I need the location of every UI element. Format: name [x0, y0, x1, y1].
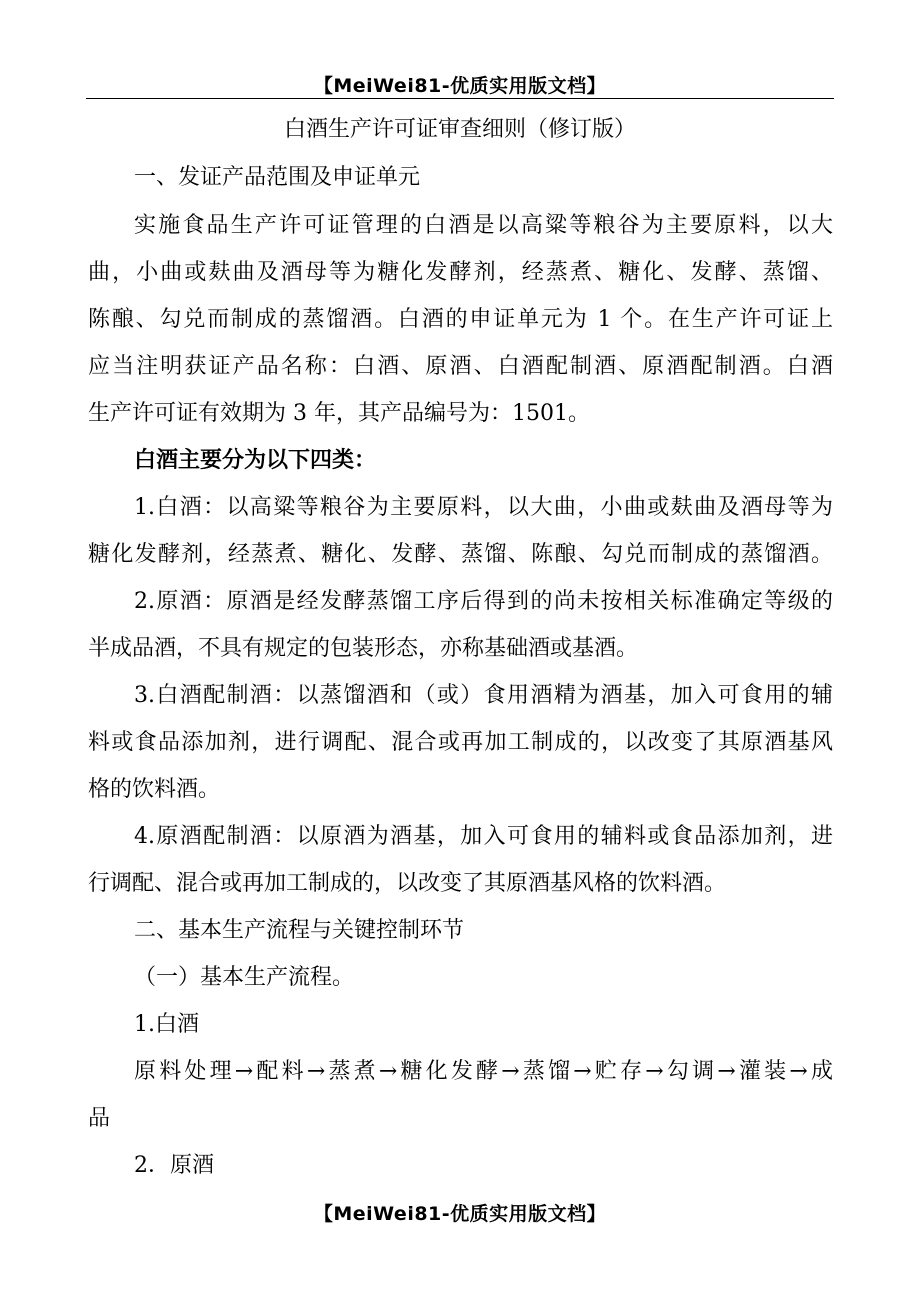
- header-divider: [86, 98, 834, 99]
- paragraph-line: 应当注明获证产品名称：白酒、原酒、白酒配制酒、原酒配制酒。白酒: [88, 354, 833, 379]
- document-title: 白酒生产许可证审查细则（修订版）: [283, 117, 636, 142]
- item-heading: 2．原酒: [134, 1153, 214, 1178]
- process-flow-line: 原料处理→配料→蒸煮→糖化发酵→蒸馏→贮存→勾调→灌装→成: [134, 1059, 833, 1084]
- list-item-line: 1.白酒：以高粱等粮谷为主要原料，以大曲，小曲或麸曲及酒母等为: [134, 495, 833, 520]
- list-item-line: 2.原酒：原酒是经发酵蒸馏工序后得到的尚未按相关标准确定等级的: [134, 589, 833, 614]
- subheading-categories: 白酒主要分为以下四类：: [134, 448, 377, 473]
- paragraph-line: 实施食品生产许可证管理的白酒是以高粱等粮谷为主要原料，以大: [134, 213, 833, 238]
- list-item-line: 3.白酒配制酒：以蒸馏酒和（或）食用酒精为酒基，加入可食用的辅: [134, 683, 833, 708]
- list-item-line: 格的饮料酒。: [88, 777, 221, 802]
- paragraph-line: 陈酿、勾兑而制成的蒸馏酒。白酒的申证单元为 1 个。在生产许可证上: [88, 307, 833, 332]
- section-heading-2: 二、基本生产流程与关键控制环节: [134, 918, 465, 943]
- header-banner: 【MeiWei81-优质实用版文档】: [313, 75, 607, 97]
- subsection-heading: （一）基本生产流程。: [134, 965, 355, 990]
- footer-banner: 【MeiWei81-优质实用版文档】: [313, 1203, 607, 1225]
- list-item-line: 半成品酒，不具有规定的包装形态，亦称基础酒或基酒。: [88, 636, 639, 661]
- item-heading: 1.白酒: [134, 1012, 199, 1037]
- list-item-line: 4.原酒配制酒：以原酒为酒基，加入可食用的辅料或食品添加剂，进: [134, 824, 833, 849]
- section-heading-1: 一、发证产品范围及申证单元: [134, 165, 421, 190]
- list-item-line: 料或食品添加剂，进行调配、混合或再加工制成的，以改变了其原酒基风: [88, 730, 833, 755]
- paragraph-line: 生产许可证有效期为 3 年，其产品编号为：1501。: [88, 401, 590, 426]
- list-item-line: 糖化发酵剂，经蒸煮、糖化、发酵、蒸馏、陈酿、勾兑而制成的蒸馏酒。: [88, 542, 833, 567]
- list-item-line: 行调配、混合或再加工制成的，以改变了其原酒基风格的饮料酒。: [88, 871, 727, 896]
- paragraph-line: 曲，小曲或麸曲及酒母等为糖化发酵剂，经蒸煮、糖化、发酵、蒸馏、: [88, 260, 833, 285]
- process-flow-line: 品: [88, 1106, 111, 1131]
